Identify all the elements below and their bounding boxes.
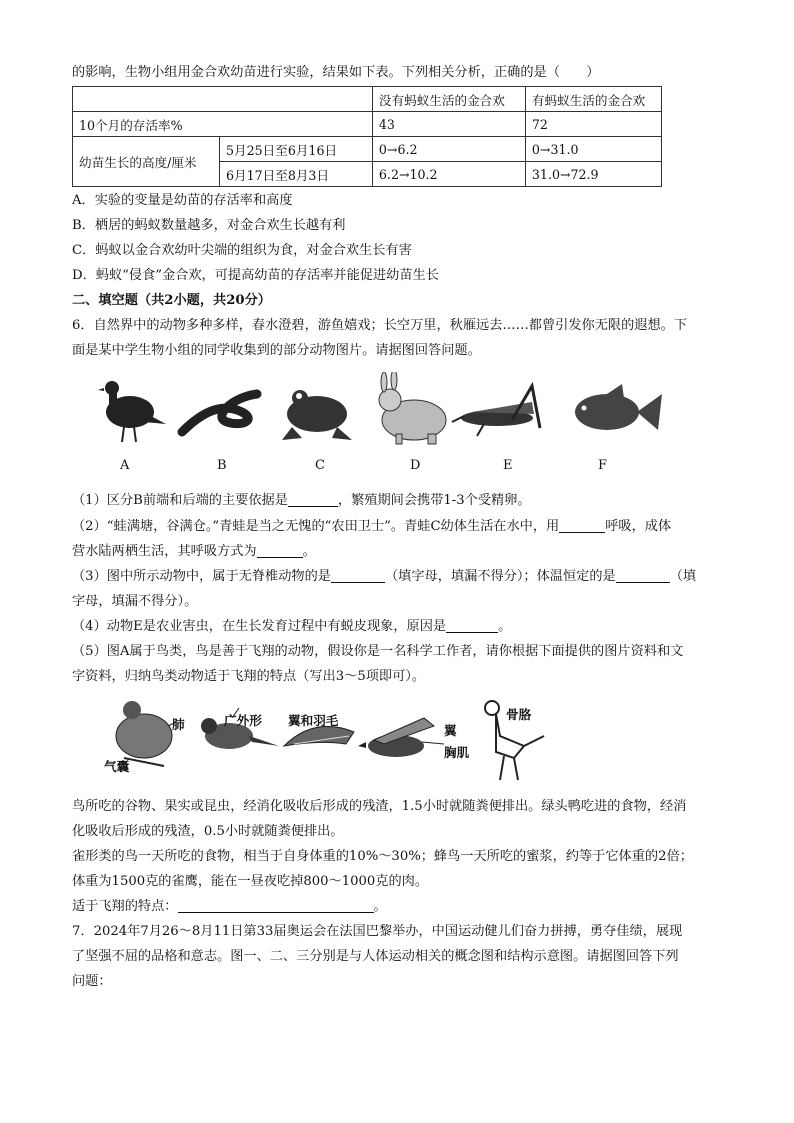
label-wing: 翼 (444, 723, 457, 738)
q6-part2-text-end: 。 (302, 544, 316, 559)
bird-structure-drawings (104, 696, 564, 782)
animal-letter-row (92, 458, 662, 474)
q6-part1-text-end: ，繁殖期间会携带1-3个受精卵。 (337, 493, 531, 508)
q6-part4-text-end: 。 (498, 619, 512, 634)
table-cell: 31.0→72.9 (525, 162, 661, 187)
label-chest-muscle: 胸肌 (444, 745, 470, 760)
animal-figure (92, 372, 662, 452)
q6-part2-text: （2）“蛙满塘，谷满仓。”青蛙是当之无愧的“农田卫士”。青蛙C幼体生活在水中，用 (72, 519, 560, 534)
bird-chest-muscle-image (358, 718, 444, 757)
animal-label-c: C (315, 458, 325, 473)
table-cell: 0→31.0 (525, 137, 661, 162)
label-wing-feather: 翼和羽毛 (288, 713, 339, 728)
animal-label-b: B (217, 458, 227, 473)
q6-part2-cont (72, 543, 316, 561)
q6-part1-text: （1）区分B前端和后端的主要依据是 (72, 493, 288, 508)
rabbit-image (379, 372, 446, 444)
answer-blank[interactable] (257, 543, 303, 558)
q6-answer-label: 适于飞翔的特点： (72, 899, 178, 914)
table-row (73, 137, 662, 162)
q6-part2-text-cont: 营水陆两栖生活，其呼吸方式为 (72, 544, 257, 559)
q6-part2-text-mid: 呼吸，成体 (605, 519, 672, 534)
label-air-sac: 气囊 (104, 759, 130, 774)
label-shape: 广外形 (224, 713, 262, 728)
answer-blank[interactable] (288, 492, 338, 507)
label-bone: 骨胳 (506, 707, 532, 722)
section-title: 二、填空题（共2小题，共20分） (72, 293, 271, 308)
bird-structure-figure (104, 696, 564, 782)
table-header-cell: 没有蚂蚁生活的金合欢 (372, 87, 525, 112)
q6-part3-text-tail: （填 (669, 569, 697, 584)
carp-image (575, 384, 662, 430)
grasshopper-image (452, 386, 540, 436)
q6-part3 (72, 568, 696, 586)
table-period-cell: 6月17日至8月3日 (220, 162, 373, 187)
q6-part3-text: （3）图中所示动物中，属于无脊椎动物的是 (72, 569, 331, 584)
q7-stem-line1: 7．2024年7月26～8月11日第33届奥运会在法国巴黎举办，中国运动健儿们奋力拼搏，勇夺佳绩，展现 (72, 924, 683, 939)
table-row (73, 87, 662, 112)
animal-label-f: F (598, 458, 608, 473)
table-period-cell: 5月25日至6月16日 (220, 137, 373, 162)
table-cell: 0→6.2 (372, 137, 525, 162)
animal-label-a: A (120, 458, 130, 473)
table-cell: 6.2→10.2 (372, 162, 525, 187)
question-intro: 的影响，生物小组用金合欢幼苗进行实验，结果如下表。下列相关分析，正确的是（ ） (72, 65, 600, 80)
q6-answer-line (72, 898, 387, 916)
frog-image (282, 390, 352, 440)
q6-stem-line2: 面是某中学生物小组的同学收集到的部分动物图片。请据图回答问题。 (72, 343, 481, 358)
q6-stem-line1: 6．自然界中的动物多种多样，春水澄碧，游鱼嬉戏；长空万里，秋雁远去……都曾引发你无限的遐想。下 (72, 318, 688, 333)
q7-stem-line3: 问题： (72, 974, 112, 989)
experiment-table (72, 86, 662, 187)
answer-blank[interactable] (559, 518, 605, 533)
pigeon-image (98, 381, 166, 442)
q6-part3-text-mid: （填字母，填漏不得分）；体温恒定的是 (384, 569, 616, 584)
table-cell: 72 (525, 112, 661, 137)
table-header-cell: 有蚂蚁生活的金合欢 (525, 87, 661, 112)
q6-answer-end: 。 (373, 899, 387, 914)
q6-material-line3: 雀形类的鸟一天所吃的食物，相当于自身体重的10%～30%；蜂鸟一天所吃的蜜浆，约等于它体重的2倍； (72, 849, 693, 864)
option-d: D．蚂蚁“侵食”金合欢，可提高幼苗的存活率并能促进幼苗生长 (72, 268, 439, 283)
label-lung: 肺 (172, 717, 185, 732)
table-row-label: 10个月的存活率% (73, 112, 373, 137)
q6-part2 (72, 518, 671, 536)
answer-blank[interactable] (616, 568, 670, 583)
q6-material-line1: 鸟所吃的谷物、果实或昆虫，经消化吸收后形成的残渣，1.5小时就随粪便排出。绿头鸭吃进的食物，经消 (72, 799, 687, 814)
q6-material-line2: 化吸收后形成的残渣，0.5小时就随粪便排出。 (72, 824, 344, 839)
q6-part5-line1: （5）图A属于鸟类，鸟是善于飞翔的动物，假设你是一名科学工作者，请你根据下面提供的图片资料和文 (72, 644, 684, 659)
earthworm-image (182, 394, 257, 432)
table-row-label: 幼苗生长的高度/厘米 (73, 137, 220, 187)
wing-feather-image (284, 726, 354, 746)
answer-blank[interactable] (446, 618, 498, 633)
table-cell: 43 (372, 112, 525, 137)
q6-part4 (72, 618, 511, 636)
table-corner-cell (73, 87, 373, 112)
answer-blank[interactable] (331, 568, 385, 583)
option-a: A．实验的变量是幼苗的存活率和高度 (72, 193, 293, 208)
q6-part1 (72, 492, 531, 510)
q7-stem-line2: 了坚强不屈的品格和意志。图一、二、三分别是与人体运动相关的概念图和结构示意图。请据图回答下列 (72, 949, 679, 964)
q6-part5-line2: 字资料，归纳鸟类动物适于飞翔的特点（写出3～5项即可）。 (72, 669, 426, 684)
animal-label-e: E (503, 458, 513, 473)
option-c: C．蚂蚁以金合欢幼叶尖端的组织为食，对金合欢生长有害 (72, 243, 412, 258)
q6-part3-cont: 字母，填漏不得分）。 (72, 594, 198, 609)
table-row (73, 112, 662, 137)
option-b: B．栖居的蚂蚁数量越多，对金合欢生长越有利 (72, 218, 346, 233)
animal-label-d: D (410, 458, 421, 473)
q6-part4-text: （4）动物E是农业害虫，在生长发育过程中有蜕皮现象，原因是 (72, 619, 447, 634)
answer-blank[interactable] (178, 898, 374, 913)
q6-material-line4: 体重为1500克的雀鹰，能在一昼夜吃掉800～1000克的肉。 (72, 874, 429, 889)
